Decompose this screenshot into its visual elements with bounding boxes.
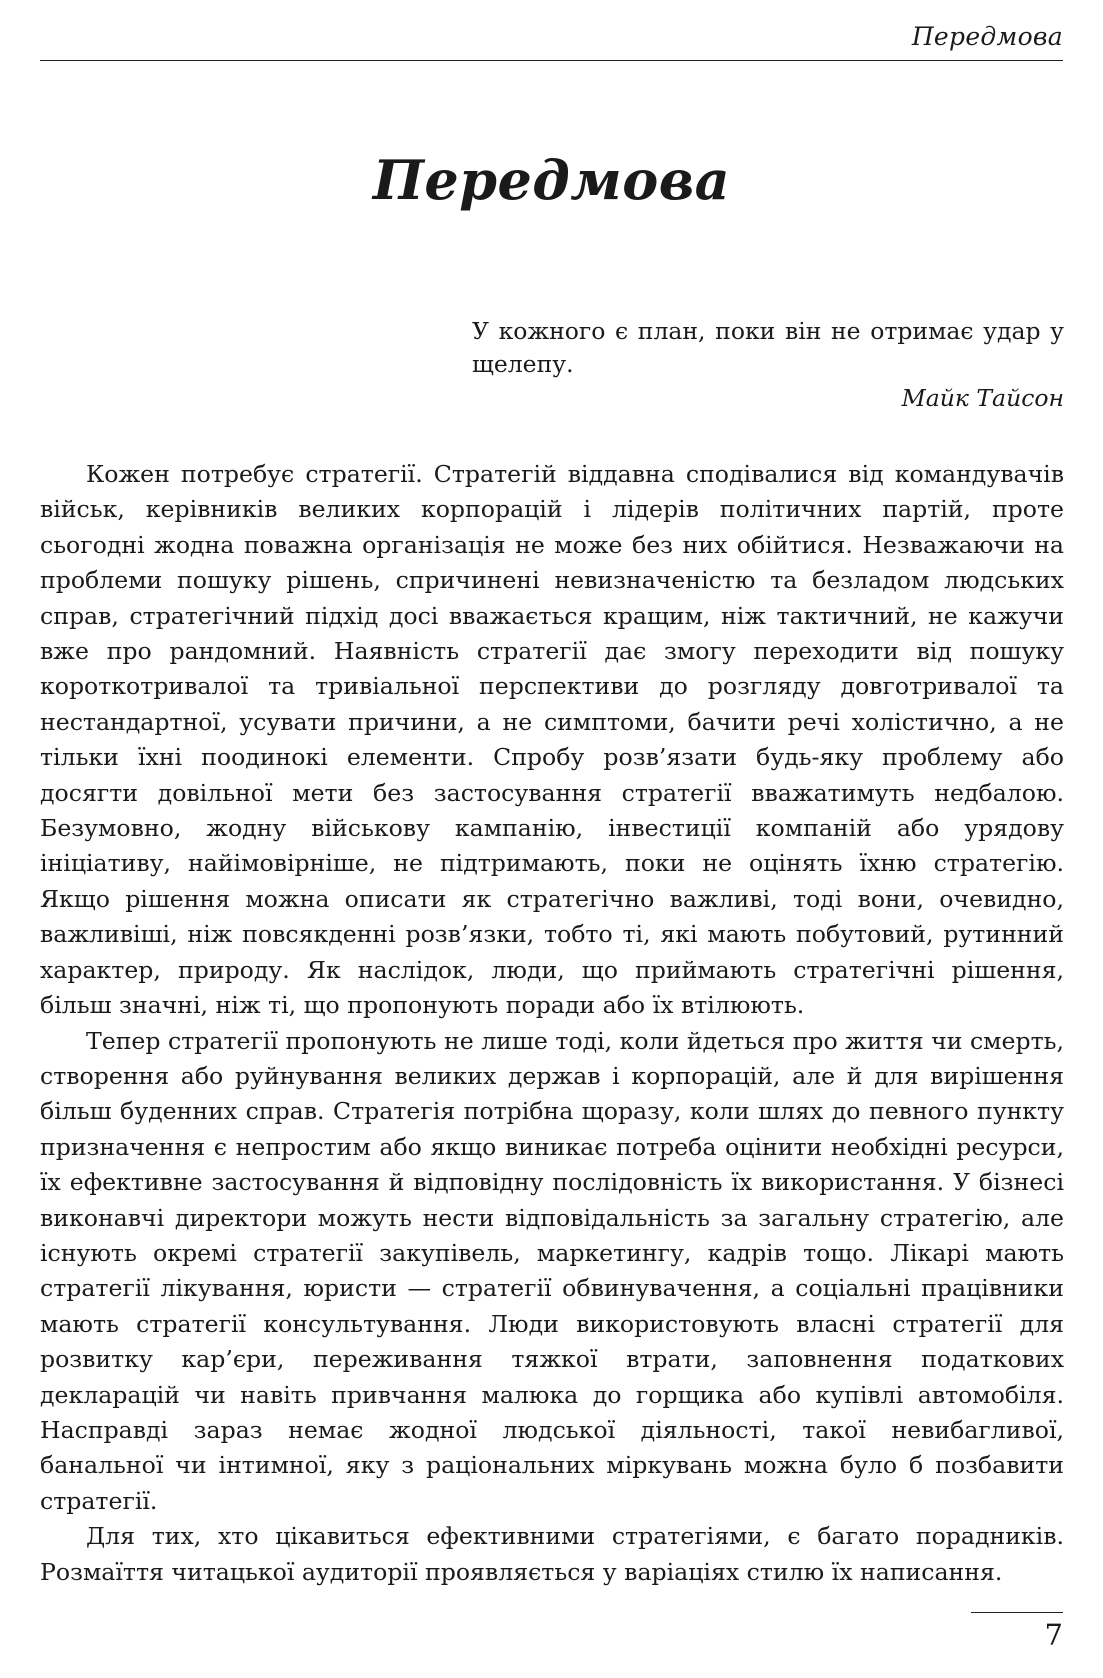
running-header — [40, 20, 1063, 61]
body-text — [40, 457, 1064, 1590]
paragraph: Для тих, хто цікавиться ефективними стратегіями, є багато порадників. Розмаїття читацької аудиторії проявляється у варіаціях стилю їх написання. — [40, 1522, 1064, 1586]
epigraph — [472, 315, 1064, 415]
paragraph: Тепер стратегії пропонують не лише тоді, коли йдеться про життя чи смерть, створення або руйнування великих держав і корпорацій, але й для вирішення більш буденних справ. Стратегія потрібна щоразу, коли шлях до певного пункту призначення є непростим або якщо виникає потреба оцінити необхідні ресурси, їх ефективне застосування й відповідну послідовність їх використання. У бізнесі виконавчі директори можуть нести відповідальність за загальну стратегію, але існують окремі стратегії закупівель, маркетингу, кадрів тощо. Лікарі мають стратегії лікування, юристи — стратегії обвинувачення, а соціальні працівники мають стратегії консультування. Люди використовують власні стратегії для розвитку кар’єри, переживання тяжкої втрати, заповнення податкових декларацій чи навіть привчання малюка до горщика або купівлі автомобіля. Насправді зараз немає жодної людської діяльності, такої невибагливої, банальної чи інтимної, яку з раціональних міркувань можна було б позбавити стратегії. — [40, 1026, 1064, 1515]
footer-rule — [971, 1612, 1063, 1613]
page-number: 7 — [1044, 1618, 1063, 1652]
running-header-title: Передмова — [911, 22, 1063, 51]
epigraph-author: Майк Тайсон — [901, 384, 1064, 412]
chapter-title: Передмова — [372, 148, 731, 212]
paragraph: Кожен потребує стратегії. Стратегій віддавна сподівалися від командувачів військ, керівників великих корпорацій і лідерів політичних партій, проте сьогодні жодна поважна організація не може без них обійтися. Незважаючи на проблеми пошуку рішень, спричинені невизначеністю та безладом людських справ, стратегічний підхід досі вважається кращим, ніж тактичний, не кажучи вже про рандомний. Наявність стратегії дає змогу переходити від пошуку короткотривалої та тривіальної перспективи до розгляду довготривалої та нестандартної, усувати причини, а не симптоми, бачити речі холістично, а не тільки їхні поодинокі елементи. Спробу розв’язати будь-яку проблему або досягти довільної мети без застосування стратегії вважатимуть недбалою. Безумовно, жодну військову кампанію, інвестиції компаній або урядову ініціативу, найімовірніше, не підтримають, поки не оцінять їхню стратегію. Якщо рішення можна описати як стратегічно важливі, тоді вони, очевидно, важливіші, ніж повсякденні розв’язки, тобто ті, які мають побутовий, рутинний характер, природу. Як наслідок, люди, що приймають стратегічні рішення, більш значні, ніж ті, що пропонують поради або їх втілюють. — [40, 460, 1064, 1020]
epigraph-quote: У кожного є план, поки він не отримає удар у щелепу. — [472, 317, 1064, 378]
